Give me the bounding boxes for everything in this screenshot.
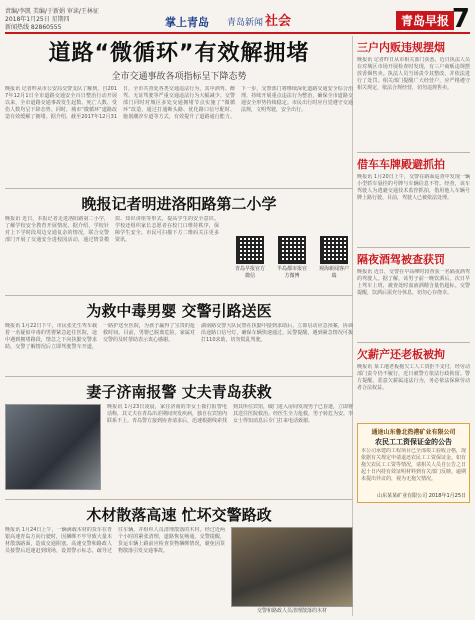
divider — [357, 342, 470, 343]
story-infant-body: 晚报讯 1月22日下午，市民张先生驾车载着一名疑似中毒的男婴紧急赶往医院，途中遇到拥堵路段，情急之下向执勤交警求助。交警了解情况后立即驾驶警车开道，一路护送至医院，为孩子赢得了宝贵的抢救时间。目前，男婴已脱离危险。家属对交警的及时帮助表示衷心感谢。 — [5, 323, 195, 350]
newspaper-logo: 青岛早报 — [396, 11, 454, 30]
story-infant-headline: 为救中毒男婴 交警引路送医 — [86, 302, 272, 320]
meta-editors: 责编/李凯 美编/于新娟 审读/王林征 — [5, 8, 99, 15]
story-timber-headline: 木材散落高速 忙坏交警路政 — [86, 506, 272, 524]
story-traffic-body: 晚报讯 记者昨从市公安局交警支队了解到，自2017年12月1日全市道路交通安全百日整治行动开展以来，全市道路交通事故发生起数、死亡人数、受伤人数均呈下降态势。同时，城市“微循环”道路改造有效缓解了拥堵。据介绍，截至2017年12月31日，全市共查处各类交通违法行为，其中酒驾、醉驾、无证驾驶等严重交通违法行为大幅减少。交警部门同时对城区多处交通拥堵节点实施了“微循环”改造，通过打通断头路、优化路口信号配时、施划潮汐车道等方式，有效提升了道路通行能力。下一步，交警部门将继续深化道路交通安全综合治理，持续开展重点违法行为整治，确保全市道路交通安全形势持续稳定。市民出行时应自觉遵守交通法规，文明驾驶，安全出行。 — [5, 86, 353, 120]
divider — [5, 295, 353, 296]
story-rescue-photo-wrap — [5, 404, 101, 496]
qr-code-wechat[interactable] — [233, 236, 267, 279]
content-area — [5, 36, 470, 616]
side-item4-headline: 欠薪产还老板被拘 — [357, 348, 445, 361]
masthead — [5, 4, 470, 34]
story-traffic-subhead: 全市交通事故各项指标呈下降态势 — [111, 72, 247, 82]
side-item2-body: 晚报讯 1月20日上午，交警在路面巡查中发现一辆小型轿车悬挂的号牌与车辆信息不符。经查，该车驾驶人为逃避交通技术监控抓拍，借用他人车辆号牌上路行驶。目前，驾驶人已被依法处理。 — [357, 174, 470, 201]
story-school-headline: 晚报记者明进洛阳路第二小学 — [81, 195, 277, 213]
meta-hotline: 新闻热线 82860555 — [5, 24, 62, 31]
story-rescue — [5, 378, 353, 498]
public-notice — [357, 423, 470, 503]
story-infant-body-right: 湖南路交警大队民警在执勤中接到求助后，立即启动应急预案，协调沿途路口信号灯，确保车辆快速通过。民警提醒，遇到紧急情况可拨打110求助，切勿慌乱驾驶。 — [201, 323, 353, 343]
main-column — [5, 36, 353, 616]
divider — [357, 247, 470, 248]
divider — [5, 499, 353, 500]
story-infant-row — [5, 323, 353, 375]
divider — [357, 152, 470, 153]
qr-code-weibo[interactable] — [275, 236, 309, 279]
story-rescue-row — [5, 404, 353, 496]
divider — [5, 188, 353, 189]
qr-icon — [278, 236, 306, 264]
notice-title: 通途山东鲁北热港矿业有限公司 — [371, 429, 456, 436]
story-traffic-headline: 道路“微循环”有效解拥堵 — [48, 41, 310, 66]
side-item3-body: 晚报讯 近日，交警在早高峰时段查获一名隔夜酒驾的驾驶人。据了解，该男子前一晚饮酒后，次日早上驾车上班，被查处时血液酒精含量仍超标。交警提醒，饮酒后需充分休息，切勿心存侥幸。 — [357, 269, 470, 296]
story-school-body: 晚报讯 近日，本报记者走进洛阳路第二小学，了解学校安全教育开展情况。据介绍，学校针对上下学时段周边交通复杂的情况，联合交警部门开展了交通安全进校园活动，通过情景模拟、知识讲座等形式，提高学生的安全意识。学校还组织家长志愿者在校门口维持秩序，保障学生安全。市民可扫描下方二维码关注更多资讯。 — [5, 216, 219, 243]
meta-date: 2018年1月25日 星期四 — [5, 16, 70, 23]
story-timber-caption: 交警和路政人员清理散落的木材 — [256, 608, 327, 614]
qr-icon — [320, 236, 348, 264]
qr-label: 青岛早报官方微信 — [234, 266, 265, 279]
story-rescue-body: 晚报讯 1月23日凌晨，家住济南的李女士拨打报警电话称，其丈夫在青岛出差期间突发疾病，独自在宾馆内联系不上。青岛警方接到协查请求后，迅速根据线索找到其所住宾馆，破门进入房间发现男子已昏迷，立即将其送往医院救治。经医生全力抢救，男子转危为安。李女士得知消息后专门打来电话致谢。 — [107, 404, 353, 424]
qr-row — [225, 236, 351, 279]
story-rescue-headline: 妻子济南报警 丈夫青岛获救 — [86, 383, 272, 401]
story-timber-photo-wrap — [231, 527, 353, 615]
qr-label: 半岛都市报官方微博 — [276, 266, 307, 279]
side-item1-headline: 三户内贩违规摆烟 — [357, 41, 445, 54]
qr-code-app[interactable] — [317, 236, 351, 279]
brand-prefix: 青岛新闻 — [227, 18, 264, 28]
side-item1-body: 晚报讯 记者昨日从市相关部门获悉，近日执法人员在对城区市场开展检查时发现，有三户商贩违规摆放香烟售卖。执法人员当场责令其整改，并依法进行了处罚。相关部门提醒广大经营户，应严格遵守相关规定，依法合规经营，切勿违规售卖。 — [357, 57, 470, 91]
divider — [5, 376, 353, 377]
brand-line — [227, 10, 291, 29]
story-rescue-photo — [5, 404, 101, 490]
story-school-row — [5, 216, 353, 294]
story-timber-photo — [231, 527, 353, 607]
story-timber-body: 晚报讯 1月24日上午，一辆满载木材的货车在青银高速青岛方向行驶时，因捆绑不牢导致大量木材散落路面，造成交通阻塞。高速交警和路政人员接警后迅速赶到现场，设置警示标志，疏导过往车辆，并组织人员清理散落的木材。经过近两个小时的紧张清理，道路恢复畅通。交警提醒，货运车辆上路前应检查货物捆绑情况，避免因货物散落引发交通事故。 — [5, 527, 225, 554]
notice-body: 本公司承建的工程项目已全部竣工验收合格，现依据有关规定申请退还农民工工资保证金。如有拖欠农民工工资等情况，请相关人员自公告之日起十日内持有效证明材料到有关部门反映。逾期未提出异议的，视为无拖欠情况。 — [361, 448, 466, 482]
story-school — [5, 190, 353, 294]
story-timber — [5, 501, 353, 616]
page-number: 7 — [451, 4, 470, 34]
story-infant — [5, 297, 353, 375]
qr-codes — [225, 216, 351, 294]
qr-label: 观海新闻客户端 — [318, 266, 349, 279]
side-item2-headline: 借车车牌殿避抓拍 — [357, 158, 445, 171]
masthead-meta — [5, 8, 155, 32]
side-column — [357, 36, 470, 616]
notice-signature: 山东某某矿业有限公司 2018年1月25日 — [377, 493, 466, 499]
section-qingdao: 掌上青岛 — [165, 16, 209, 29]
side-item3-headline: 隔夜酒驾被查获罚 — [357, 253, 445, 266]
notice-subtitle: 农民工工资保证金的公告 — [375, 438, 452, 446]
story-timber-row — [5, 527, 353, 615]
story-traffic — [5, 36, 353, 186]
brand-section: 社会 — [265, 14, 292, 29]
side-item4-body: 晚报讯 某工地老板拖欠工人工资拒不支付，经劳动部门责令仍不履行，近日被警方依法行政拘留。警方提醒，恶意欠薪属违法行为，务必依法保障劳动者合法权益。 — [357, 364, 470, 391]
qr-icon — [236, 236, 264, 264]
